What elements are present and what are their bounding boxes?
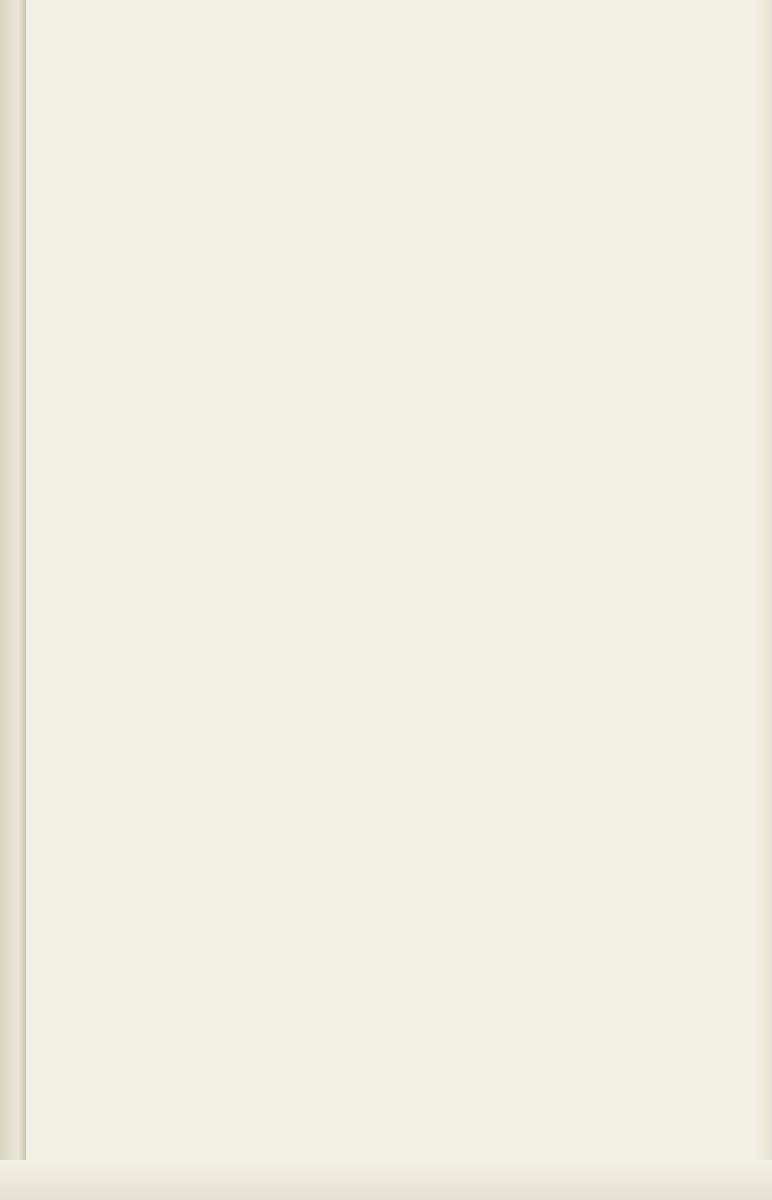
page-edge-bottom xyxy=(0,1160,772,1200)
page-edge-left xyxy=(0,0,26,1200)
page-edge-right xyxy=(754,0,772,1200)
